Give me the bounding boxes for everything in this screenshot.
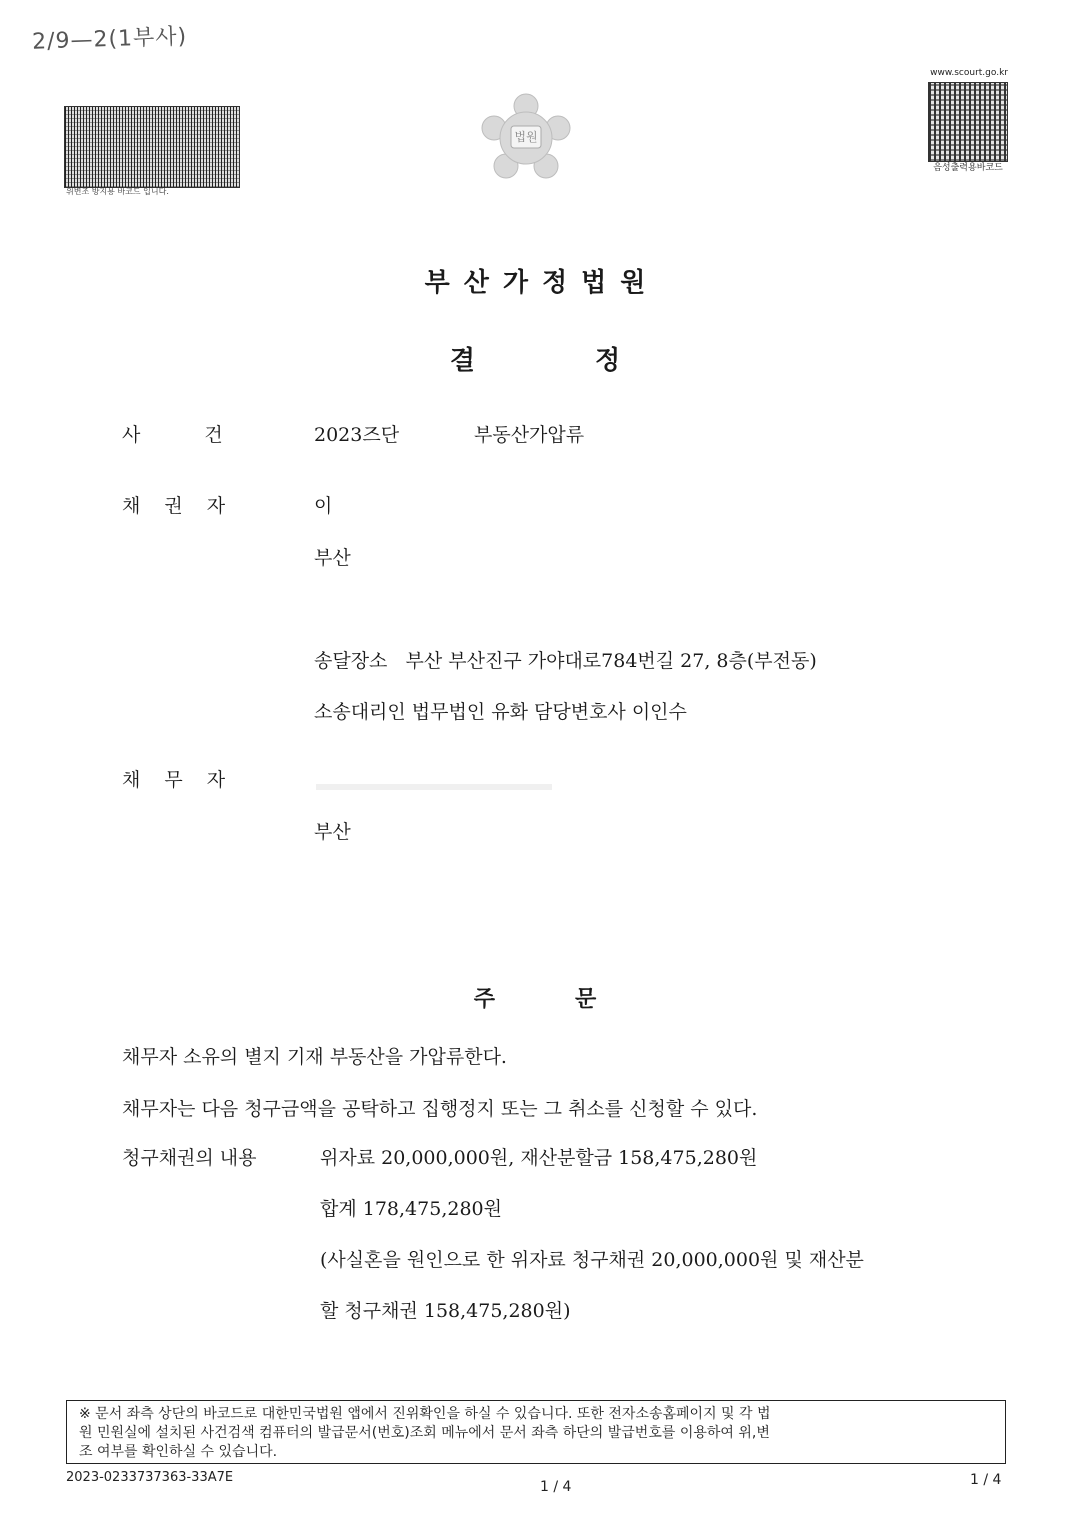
order-title: 주문 [473,987,677,1012]
document-number: 2023-0233737363-33A7E [66,1470,234,1485]
creditor-name: 이 [314,495,333,517]
handwritten-note: 2/9—2(1부사) [31,24,188,55]
seal-text: 법원 [514,130,538,144]
claim-line-4: 할 청구채권 158,475,280원) [320,1300,571,1322]
debtor-address: 부산 [314,821,351,843]
verification-notice [66,1400,1006,1464]
creditor-legal-agent: 소송대리인 법무법인 유화 담당변호사 이인수 [314,701,687,723]
document-title: 결정 [449,346,741,376]
case-label: 사건 [122,424,287,446]
notice-line-2: 원 민원실에 설치된 사건검색 컴퓨터의 발급문서(번호)조회 메뉴에서 문서 좌측 하단의 발급번호를 이용하여 위,변 [79,1425,770,1441]
page-number-right: 1 / 4 [970,1472,1002,1488]
creditor-address: 부산 [314,547,351,569]
claim-line-3: (사실혼을 원인으로 한 위자료 청구채권 20,000,000원 및 재산분 [320,1249,864,1271]
case-name: 부동산가압류 [474,424,585,446]
qr-url: www.scourt.go.kr [930,68,1008,78]
order-line-2: 채무자는 다음 청구금액을 공탁하고 집행정지 또는 그 취소를 신청할 수 있다. [122,1098,758,1120]
order-line-1: 채무자 소유의 별지 기재 부동산을 가압류한다. [122,1046,507,1068]
creditor-delivery-address: 송달장소 부산 부산진구 가야대로784번길 27, 8층(부전동) [314,650,817,672]
claim-line-2: 합계 178,475,280원 [320,1198,502,1220]
case-number: 2023즈단 [314,424,400,446]
claim-label: 청구채권의 내용 [122,1147,257,1169]
redacted-debtor-name [316,784,552,790]
page-number-center: 1 / 4 [540,1479,572,1495]
debtor-label: 채무자 [122,769,250,791]
voice-output-barcode [928,82,1008,162]
creditor-label: 채권자 [122,495,250,517]
notice-line-3: 조 여부를 확인하실 수 있습니다. [79,1444,278,1460]
barcode-caption: 위변조 방지용 바코드 입니다. [66,187,169,196]
qr-caption: 음성출력용바코드 [933,163,1003,173]
anti-forgery-barcode [64,106,240,188]
notice-line-1: ※ 문서 좌측 상단의 바코드로 대한민국법원 앱에서 진위확인을 하실 수 있습니다. 또한 전자소송홈페이지 및 각 법 [79,1406,771,1422]
claim-line-1: 위자료 20,000,000원, 재산분할금 158,475,280원 [320,1147,758,1169]
court-name: 부산가정법원 [424,268,660,298]
